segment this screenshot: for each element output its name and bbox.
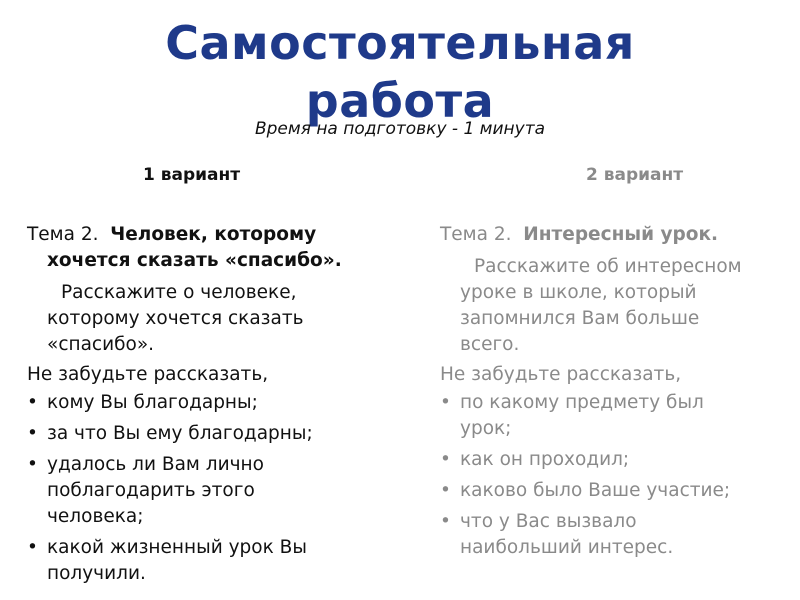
list-item	[27, 390, 422, 416]
subtitle: Время на подготовку - 1 минута	[254, 119, 546, 139]
bullet-icon: •	[27, 537, 38, 558]
list-item	[440, 447, 790, 473]
task-line: запомнился Вам больше	[460, 308, 700, 329]
list-item	[27, 535, 422, 587]
task-line: Расскажите о человеке,	[61, 282, 297, 303]
task-line: всего.	[460, 334, 520, 355]
list-item	[27, 421, 422, 447]
variant-1-label: 1 вариант	[143, 165, 241, 185]
task-description-1	[47, 280, 422, 358]
list-item-text: поблагодарить этого	[47, 480, 255, 501]
list-item-text: какой жизненный урок Вы	[47, 537, 307, 558]
list-item	[440, 390, 790, 442]
bullet-list-2	[440, 390, 790, 561]
bullet-icon: •	[440, 480, 451, 501]
bullet-icon: •	[440, 511, 451, 532]
list-item	[440, 509, 790, 561]
list-item-text: удалось ли Вам лично	[47, 454, 264, 475]
task-line: которому хочется сказать	[47, 308, 304, 329]
title-line-2: работа	[305, 74, 495, 128]
reminder-2: Не забудьте рассказать,	[440, 364, 682, 385]
bullet-icon: •	[27, 454, 38, 475]
reminder-1: Не забудьте рассказать,	[27, 364, 269, 385]
list-item-text: по какому предмету был	[460, 392, 704, 413]
task-description-2	[460, 254, 790, 358]
variant-2-label: 2 вариант	[586, 165, 684, 185]
list-item-text: кому Вы благодарны;	[47, 392, 258, 413]
page-title	[0, 14, 800, 130]
list-item-text: человека;	[47, 506, 144, 527]
bullet-icon: •	[440, 449, 451, 470]
topic-1	[27, 222, 422, 274]
variant-1-column	[27, 222, 422, 592]
task-line: уроке в школе, который	[460, 282, 697, 303]
list-item-text: за что Вы ему благодарны;	[47, 423, 313, 444]
bullet-icon: •	[440, 392, 451, 413]
list-item-text: наибольший интерес.	[460, 537, 674, 558]
bullet-icon: •	[27, 423, 38, 444]
task-line: «спасибо».	[47, 334, 155, 355]
topic-title-line-1: Человек, которому	[110, 224, 317, 245]
list-item-text: как он проходил;	[460, 449, 630, 470]
list-item	[440, 478, 790, 504]
topic-prefix: Тема 2.	[27, 224, 99, 245]
variant-2-column	[440, 222, 790, 566]
list-item	[27, 452, 422, 530]
list-item-text: урок;	[460, 418, 512, 439]
list-item-text: что у Вас вызвало	[460, 511, 637, 532]
title-line-1: Самостоятельная	[165, 16, 635, 70]
bullet-icon: •	[27, 392, 38, 413]
topic-prefix: Тема 2.	[440, 224, 512, 245]
list-item-text: каково было Ваше участие;	[460, 480, 731, 501]
topic-title-line-2: хочется сказать «спасибо».	[47, 250, 342, 271]
bullet-list-1	[27, 390, 422, 587]
topic-title-line-1: Интересный урок.	[523, 224, 719, 245]
list-item-text: получили.	[47, 563, 146, 584]
task-line: Расскажите об интересном	[474, 256, 742, 277]
topic-2	[440, 222, 790, 248]
